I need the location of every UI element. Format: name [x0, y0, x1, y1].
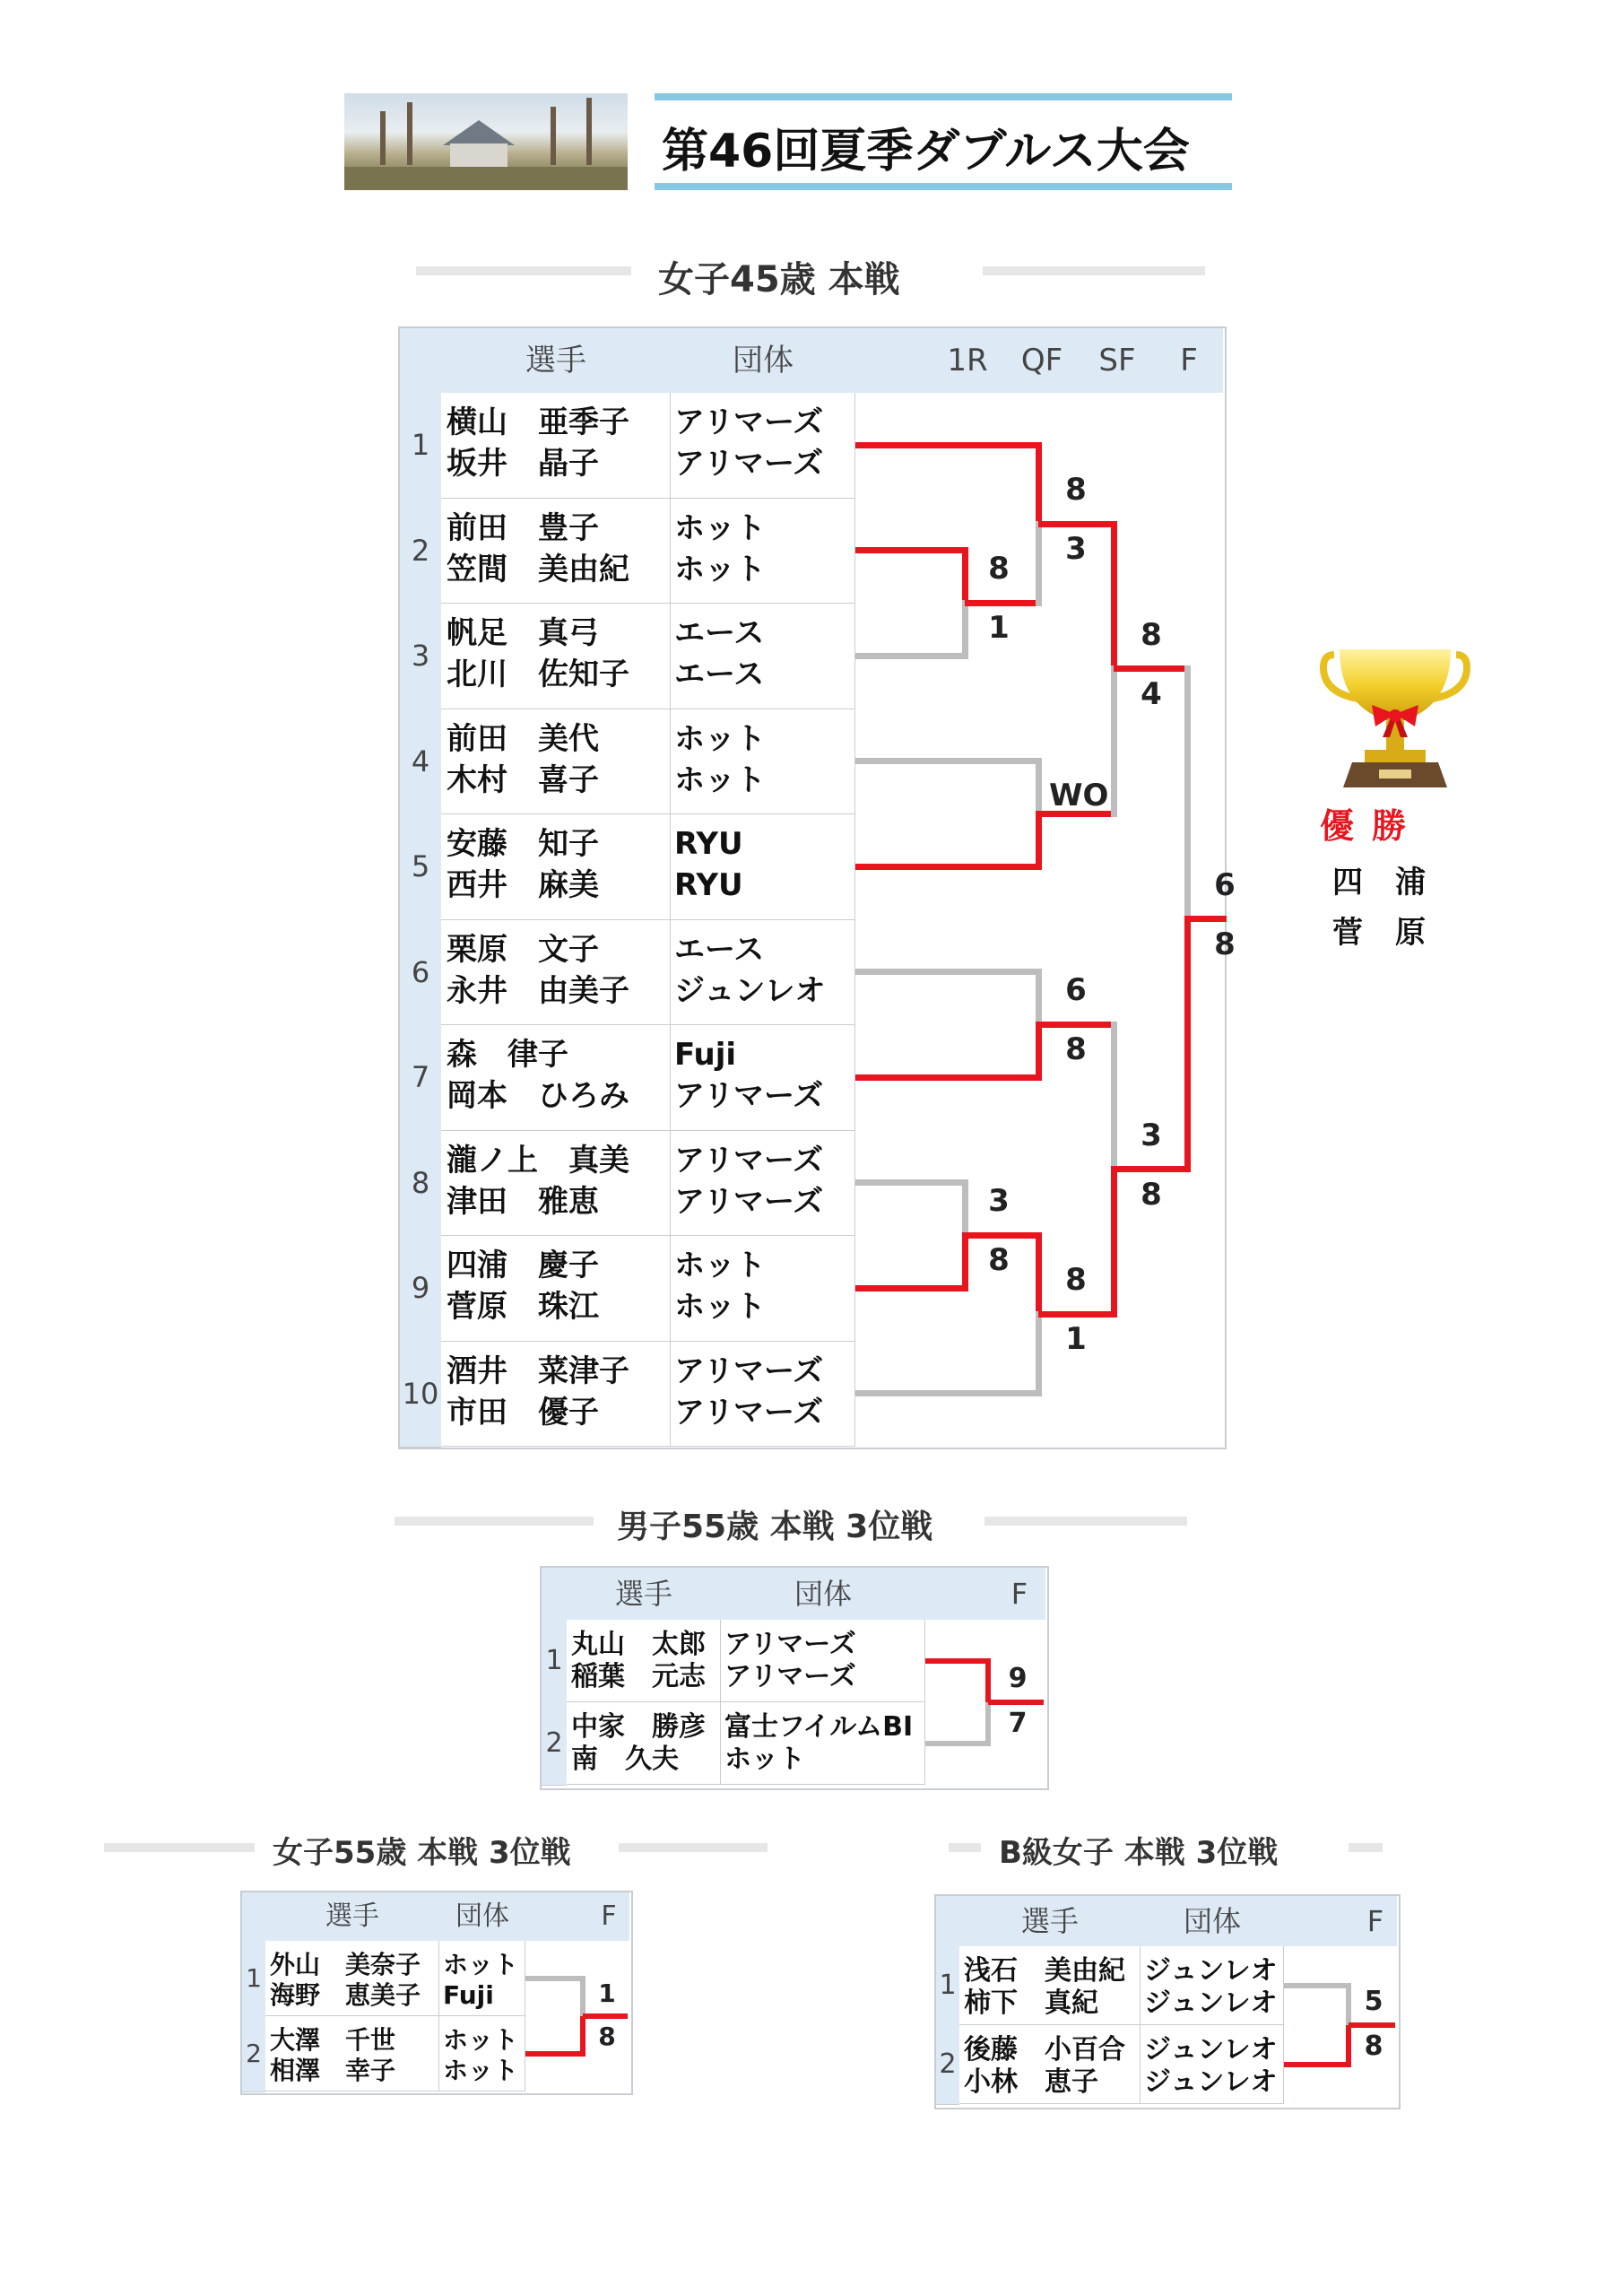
player-pair [441, 1025, 671, 1131]
score-qf3-top: 6 [1065, 972, 1087, 1009]
win-line [1187, 916, 1227, 922]
score-final-bot: 8 [1214, 926, 1236, 962]
section-title-text: 男子55歳 本戦 3位戦 [617, 1509, 933, 1545]
header-spacer [925, 1568, 994, 1620]
player-name: 稲葉 元志 [571, 1661, 706, 1692]
score-bottom: 7 [1008, 1708, 1028, 1739]
win-line [962, 1232, 968, 1292]
player-name: 丸山 太郎 [571, 1629, 706, 1660]
player-pair [441, 604, 671, 709]
women45-bracket [398, 326, 1236, 1449]
team-name: アリマーズ [674, 1394, 824, 1431]
team-pair [671, 1236, 855, 1342]
title-bar-bottom [655, 183, 1232, 190]
team-name: ホット [674, 509, 766, 546]
header-1r: 1R [931, 328, 1005, 393]
win-line [855, 547, 968, 553]
player-pair [441, 393, 671, 499]
win-line [1349, 2022, 1395, 2028]
player-name: 森 律子 [447, 1037, 568, 1073]
score-qf4-top: 8 [1065, 1262, 1087, 1299]
seed-number: 8 [400, 1131, 441, 1238]
score-sf2-bot: 8 [1141, 1176, 1162, 1213]
lose-line [855, 758, 1042, 764]
team-name: Fuji [443, 1980, 494, 2010]
player-name: 酒井 菜津子 [447, 1352, 629, 1389]
team-name: ホット [443, 2025, 519, 2055]
header-player: 選手 [441, 328, 672, 393]
team-pair [721, 1620, 925, 1702]
team-pair [1141, 2025, 1284, 2104]
player-name: 瀧ノ上 真美 [447, 1142, 629, 1178]
score-qf2: WO [1049, 778, 1109, 814]
building-roof [443, 120, 515, 145]
team-name: RYU [674, 867, 743, 903]
score-final-top: 6 [1214, 866, 1236, 903]
win-line [1038, 1311, 1117, 1318]
win-line [965, 600, 1042, 606]
seed-number: 5 [400, 814, 441, 921]
win-line [855, 1074, 1042, 1081]
player-name: 後藤 小百合 [964, 2034, 1125, 2066]
win-line [1111, 1166, 1117, 1318]
lose-line [1184, 665, 1191, 922]
lose-line [855, 1390, 1042, 1396]
win-line [525, 2051, 583, 2057]
score-qf1-bot: 3 [1065, 531, 1087, 568]
score-r1b-bot: 8 [988, 1242, 1010, 1279]
player-pair [959, 2025, 1141, 2104]
team-pair [671, 920, 855, 1026]
header-photo [344, 93, 628, 190]
header-team: 団体 [721, 1568, 926, 1620]
player-name: 市田 優子 [447, 1394, 599, 1431]
section-title-men55 [395, 1501, 1187, 1545]
player-name: 前田 豊子 [447, 509, 599, 546]
team-pair [671, 814, 855, 920]
team-name: アリマーズ [724, 1629, 856, 1660]
win-line [1036, 1022, 1042, 1081]
team-pair [671, 393, 855, 499]
seed-number: 1 [400, 393, 441, 500]
team-name: ホット [674, 1289, 766, 1325]
team-name: アリマーズ [674, 404, 824, 440]
team-name: アリマーズ [674, 1078, 824, 1114]
trophy-icon [1316, 648, 1474, 791]
team-name: ホット [443, 2056, 519, 2085]
player-name: 西井 麻美 [447, 867, 599, 903]
header-seed [400, 328, 442, 393]
team-name: アリマーズ [674, 446, 824, 482]
team-name: ホット [674, 551, 766, 587]
score-top: 1 [598, 1979, 616, 2008]
win-line [988, 1700, 1044, 1705]
player-name: 北川 佐知子 [447, 657, 629, 692]
player-name: 前田 美代 [447, 720, 599, 757]
lose-line [1111, 665, 1117, 817]
team-name: ジュンレオ [1144, 1987, 1278, 2019]
win-line [1114, 665, 1191, 672]
win-line [1346, 2025, 1351, 2067]
lose-line [1036, 969, 1042, 1028]
men55-bracket [540, 1566, 1049, 1790]
player-name: 津田 雅恵 [447, 1183, 599, 1220]
win-line [1036, 811, 1042, 870]
team-name: ホット [443, 1950, 519, 1979]
player-pair [567, 1620, 721, 1702]
team-name: ジュンレオ [1144, 1955, 1278, 1987]
tree-shape [407, 102, 412, 165]
header-sf: SF [1080, 328, 1156, 393]
player-name: 浅石 美由紀 [964, 1955, 1125, 1987]
lose-line [855, 653, 968, 659]
win-line [1114, 1166, 1191, 1172]
win-line [855, 864, 1042, 870]
lose-line [1036, 1311, 1042, 1396]
building [450, 144, 507, 167]
player-name: 四浦 慶子 [447, 1248, 599, 1283]
tree-shape [380, 111, 386, 165]
team-name: ホット [674, 720, 766, 757]
seed-number: 9 [400, 1236, 441, 1343]
score-sf1-bot: 4 [1141, 675, 1162, 712]
seed-number: 4 [400, 709, 441, 816]
tournament-title-box [655, 93, 1232, 190]
score-bottom: 8 [598, 2022, 616, 2051]
player-name: 坂井 晶子 [447, 446, 599, 482]
seed-number: 2 [542, 1702, 567, 1786]
player-name: 安藤 知子 [447, 826, 599, 862]
team-name: ホット [724, 1744, 805, 1775]
player-pair [441, 1342, 671, 1448]
win-line [965, 1232, 1042, 1239]
team-name: エース [674, 657, 765, 692]
team-name: ジュンレオ [1144, 2066, 1278, 2098]
header-spacer [855, 328, 932, 393]
header-seed [542, 1568, 568, 1620]
lose-line [962, 1179, 968, 1239]
player-name: 岡本 ひろみ [447, 1078, 629, 1114]
header-team: 団体 [439, 1892, 526, 1941]
header-player: 選手 [959, 1896, 1141, 1946]
player-name: 横山 亜季子 [447, 404, 629, 440]
seed-number: 6 [400, 920, 441, 1027]
player-pair [441, 1236, 671, 1342]
win-line [855, 1285, 968, 1292]
champion-name-2: 菅原 [1332, 915, 1458, 951]
header-player: 選手 [567, 1568, 722, 1620]
seed-number: 2 [400, 499, 441, 605]
seed-number: 2 [242, 2016, 265, 2092]
win-line [985, 1658, 991, 1702]
win-line [855, 442, 1042, 448]
win-line [580, 2016, 585, 2057]
player-pair [959, 1946, 1141, 2025]
team-name: アリマーズ [724, 1661, 856, 1692]
section-title-text: B級女子 本戦 3位戦 [999, 1835, 1279, 1871]
header-seed [242, 1892, 266, 1941]
win-line [1284, 2062, 1349, 2067]
player-name: 帆足 真弓 [447, 615, 599, 651]
player-pair [265, 1941, 439, 2016]
women55-bracket [240, 1891, 633, 2095]
team-name: 富士フイルムBI [724, 1711, 914, 1743]
header-f: F [993, 1568, 1045, 1620]
team-name: ジュンレオ [674, 972, 826, 1009]
seed-number: 1 [936, 1946, 959, 2026]
lose-line [962, 600, 968, 659]
player-name: 木村 喜子 [447, 761, 599, 798]
win-line [1036, 1232, 1042, 1318]
champion-label: 優勝 [1320, 806, 1425, 846]
header-f: F [1155, 328, 1223, 393]
lose-line [1036, 758, 1042, 817]
score-qf4-bot: 1 [1065, 1321, 1087, 1358]
player-pair [441, 920, 671, 1026]
score-sf2-top: 3 [1141, 1117, 1162, 1153]
team-name: ホット [674, 1248, 766, 1283]
win-line [1036, 442, 1042, 527]
header-spacer [525, 1892, 589, 1941]
seed-number: 2 [936, 2025, 959, 2105]
team-name: ジュンレオ [1144, 2034, 1278, 2066]
win-line [1038, 521, 1117, 527]
section-title-bwomen [949, 1828, 1383, 1871]
seed-number: 10 [400, 1342, 441, 1448]
bwomen-bracket [934, 1894, 1401, 2109]
team-pair [671, 1131, 855, 1237]
win-line [925, 1658, 988, 1664]
win-line [1184, 916, 1191, 1172]
hedge [344, 167, 628, 190]
section-title-women55 [104, 1828, 768, 1871]
header-team: 団体 [1141, 1896, 1285, 1946]
lose-line [985, 1702, 991, 1746]
player-name: 栗原 文子 [447, 931, 599, 968]
score-r1b-top: 3 [988, 1183, 1010, 1220]
player-pair [567, 1702, 721, 1785]
lose-line [580, 1976, 585, 2016]
team-name: エース [674, 615, 765, 651]
header-team: 団体 [671, 328, 856, 393]
player-pair [441, 709, 671, 815]
lose-line [1284, 1983, 1349, 1988]
win-line [1038, 1022, 1117, 1028]
team-pair [671, 604, 855, 709]
lose-line [1036, 521, 1042, 606]
header-seed [936, 1896, 960, 1946]
section-title-text: 女子55歳 本戦 3位戦 [273, 1835, 571, 1871]
win-line [1111, 521, 1117, 673]
team-name: RYU [674, 826, 743, 862]
team-pair [671, 709, 855, 815]
player-name: 相澤 幸子 [270, 2056, 396, 2085]
team-name: エース [674, 931, 765, 968]
header-f: F [1354, 1896, 1397, 1946]
team-name: アリマーズ [674, 1183, 824, 1220]
score-r1a-top: 8 [988, 551, 1010, 587]
lose-line [855, 969, 1042, 975]
player-pair [441, 499, 671, 604]
player-name: 海野 恵美子 [270, 1980, 421, 2010]
lose-line [855, 1179, 968, 1186]
lose-line [525, 1976, 583, 1981]
team-name: アリマーズ [674, 1352, 824, 1389]
section-title-text: 女子45歳 本戦 [658, 259, 900, 300]
team-pair [671, 1025, 855, 1131]
seed-number: 7 [400, 1025, 441, 1132]
section-title-women45 [416, 251, 1205, 300]
seed-number: 1 [242, 1941, 265, 2017]
score-bottom: 8 [1364, 2031, 1383, 2062]
team-pair [721, 1702, 925, 1785]
lose-line [925, 1741, 988, 1746]
player-name: 中家 勝彦 [571, 1711, 706, 1743]
team-name: ホット [674, 761, 766, 798]
score-qf3-bot: 8 [1065, 1031, 1087, 1068]
tournament-title: 第46回夏季ダブルス大会 [662, 125, 1190, 178]
score-qf1-top: 8 [1065, 472, 1087, 509]
team-pair [1141, 1946, 1284, 2025]
player-pair [265, 2016, 439, 2092]
player-name: 大澤 千世 [270, 2025, 396, 2055]
tree-shape [586, 98, 592, 165]
team-pair [671, 499, 855, 604]
win-line [962, 547, 968, 606]
team-pair [671, 1342, 855, 1448]
player-name: 永井 由美子 [447, 972, 629, 1009]
title-bar-top [655, 93, 1232, 100]
seed-number: 1 [542, 1620, 567, 1703]
champion-name-1: 四浦 [1332, 865, 1458, 900]
player-name: 小林 恵子 [964, 2066, 1098, 2098]
score-top: 5 [1364, 1986, 1383, 2017]
header-player: 選手 [265, 1892, 440, 1941]
team-name: アリマーズ [674, 1142, 824, 1178]
score-top: 9 [1008, 1663, 1028, 1694]
header-qf: QF [1004, 328, 1080, 393]
lose-line [1111, 1022, 1117, 1173]
header-f: F [588, 1892, 629, 1941]
lose-line [1346, 1983, 1351, 2025]
team-pair [439, 1941, 525, 2016]
tree-shape [551, 107, 556, 165]
player-name: 笠間 美由紀 [447, 551, 629, 587]
win-line [583, 2013, 628, 2019]
player-name: 柿下 真紀 [964, 1987, 1098, 2019]
player-name: 菅原 珠江 [447, 1289, 599, 1325]
player-name: 南 久夫 [571, 1744, 679, 1775]
player-name: 外山 美奈子 [270, 1950, 421, 1979]
team-pair [439, 2016, 525, 2092]
score-r1a-bot: 1 [988, 610, 1010, 647]
seed-number: 3 [400, 604, 441, 710]
player-pair [441, 1131, 671, 1237]
header-spacer [1284, 1896, 1355, 1946]
team-name: Fuji [674, 1037, 737, 1073]
score-sf1-top: 8 [1141, 616, 1162, 653]
player-pair [441, 814, 671, 920]
